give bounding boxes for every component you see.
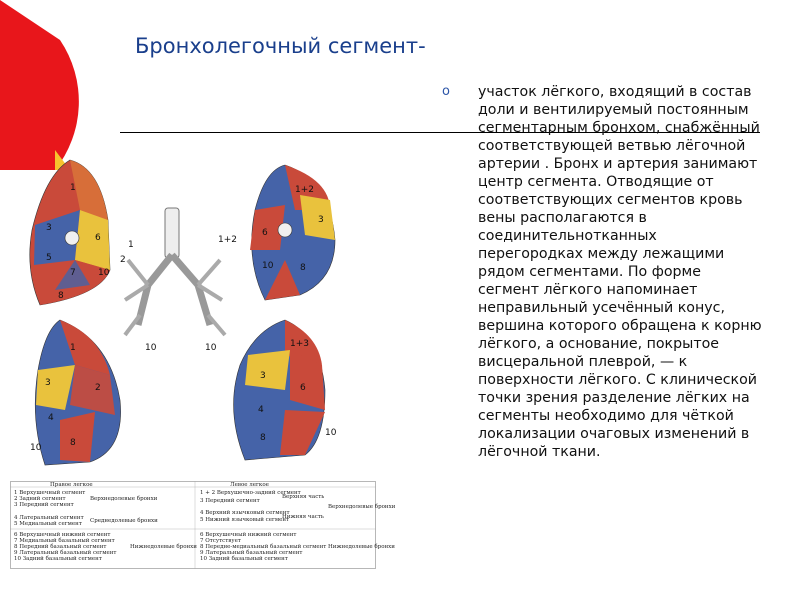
legend-group: Верхнедолевые бронхи [90, 496, 158, 502]
segment-label: 1 [128, 240, 134, 250]
right-lung-lateral-view [30, 320, 121, 465]
segment-label: 1+2 [218, 235, 237, 245]
segment-label: 1 [70, 183, 76, 193]
bronchial-tree [120, 208, 237, 353]
legend-group: Нижнедолевые бронхи [328, 544, 395, 550]
segment-label: 7 [70, 268, 76, 278]
segment-label: 6 [300, 383, 306, 393]
legend-item: 4 Латеральный сегмент [14, 515, 84, 521]
legend-item: 1 + 2 Верхушечно-задний сегмент [200, 490, 301, 496]
legend-item: 6 Верхушечный нижний сегмент [14, 532, 111, 538]
legend-item: 9 Латеральный базальный сегмент [200, 550, 303, 556]
bullet-marker: o [442, 84, 450, 99]
segment-label: 6 [262, 228, 268, 238]
legend-part: Нижняя часть [282, 514, 324, 520]
left-lung-lateral-view [234, 320, 337, 460]
legend-item: 4 Верхний язычковый сегмент [200, 510, 290, 516]
segment-label: 1+2 [295, 185, 314, 195]
segment-label: 10 [205, 343, 217, 353]
legend-item: 2 Задний сегмент [14, 496, 66, 502]
segment-label: 1+3 [290, 339, 309, 349]
segment-label: 3 [260, 371, 266, 381]
legend-item: 6 Верхушечный нижний сегмент [200, 532, 297, 538]
slide-title: Бронхолегочный сегмент- [135, 34, 426, 58]
segment-label: 4 [258, 405, 264, 415]
legend-item: 10 Задний базальный сегмент [14, 556, 102, 562]
segment-label: 10 [325, 428, 337, 438]
legend-group: Верхнедолевые бронхи [328, 504, 396, 510]
legend-item: 1 Верхушечный сегмент [14, 490, 86, 496]
legend-right-heading: Правое легкое [50, 482, 93, 488]
left-lung-medial-view [250, 165, 335, 300]
segment-label: 1 [70, 343, 76, 353]
legend-item: 3 Передний сегмент [200, 498, 260, 504]
legend-item: 7 Медиальный базальный сегмент [14, 538, 115, 544]
legend-group: Среднедолевые бронхи [90, 518, 158, 524]
legend-item: 8 Передний базальный сегмент [14, 544, 107, 550]
segments-legend-table [10, 481, 396, 569]
segment-label: 8 [260, 433, 266, 443]
decorative-corner-shape [0, 0, 120, 170]
segment-label: 10 [98, 268, 110, 278]
segment-label: 3 [45, 378, 51, 388]
segment-label: 10 [30, 443, 42, 453]
segment-label: 8 [300, 263, 306, 273]
legend-group: Нижнедолевые бронхи [130, 544, 197, 550]
legend-item: 7 Отсутствует [200, 538, 241, 544]
segment-label: 5 [46, 253, 52, 263]
segment-label: 10 [262, 261, 274, 271]
segment-label: 8 [70, 438, 76, 448]
segment-label: 2 [95, 383, 101, 393]
segment-label: 4 [48, 413, 54, 423]
legend-item: 9 Латеральный базальный сегмент [14, 550, 117, 556]
bronchopulmonary-segments-illustration [0, 150, 350, 470]
legend-item: 5 Медиальный сегмент [14, 521, 82, 527]
segment-label: 2 [120, 255, 126, 265]
right-lung-medial-view [30, 160, 110, 305]
definition-text: участок лёгкого, входящий в состав доли и вентилируемый постоянным сегментарным бронхом, снабжённый соответствующей ветвью лёгочной артерии . Бронх и артерия занимают центр сегмента. Отводящие от соответствующих сегментов кровь вены располагаются в соединительнотканных перегородках между лежащими рядом сегментами. По форме сегмент лёгкого напоминает неправильный усечённый конус, вершина которого обращена к корню лёгкого, а основание, покрытое висцеральной плеврой, — к поверхности лёгкого. С клинической точки зрения разделение лёгких на сегменты необходимо для чёткой локализации очаговых изменений в лёгочной ткани. [478, 84, 762, 460]
legend-item: 5 Нижний язычковый сегмент [200, 517, 290, 523]
legend-part: Верхняя часть [282, 494, 325, 500]
segment-label: 8 [58, 291, 64, 301]
legend-item: 10 Задний базальный сегмент [200, 556, 288, 562]
segment-label: 6 [95, 233, 101, 243]
segment-label: 3 [46, 223, 52, 233]
legend-item: 3 Передний сегмент [14, 502, 74, 508]
legend-item: 8 Передне-медиальный базальный сегмент [200, 544, 327, 550]
segment-label: 10 [145, 343, 157, 353]
legend-left-heading: Левое легкое [230, 482, 269, 488]
segment-label: 3 [318, 215, 324, 225]
